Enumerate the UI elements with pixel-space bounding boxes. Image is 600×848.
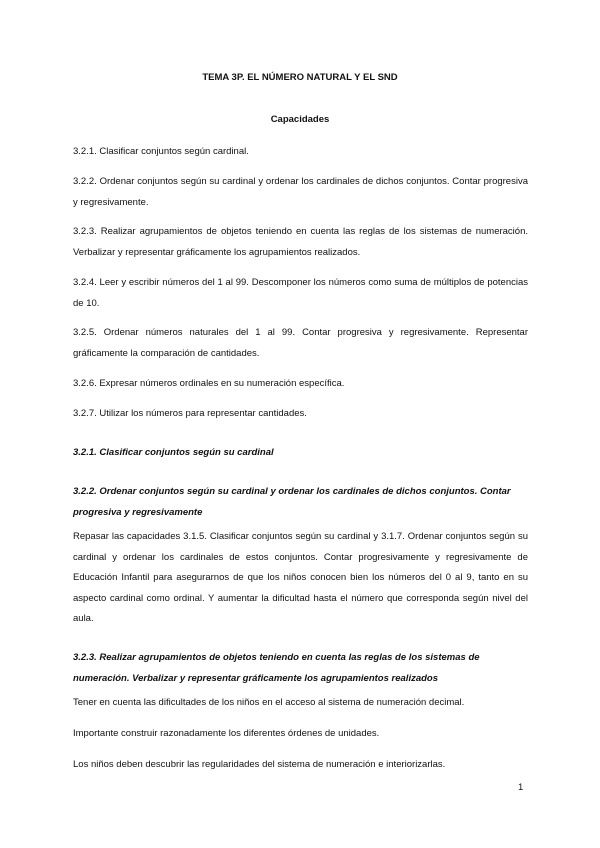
- capacidad-item: 3.2.6. Expresar números ordinales en su numeración específica.: [73, 378, 345, 389]
- capacidad-item: 3.2.7. Utilizar los números para representar cantidades.: [73, 408, 307, 419]
- capacidad-item: 3.2.3. Realizar agrupamientos de objetos teniendo en cuenta las reglas de los sistemas de numeración. Verbalizar y representar gráficamente los agrupamientos realizados.: [73, 226, 528, 258]
- page-number: 1: [518, 782, 524, 793]
- section-paragraph: Importante construir razonadamente los diferentes órdenes de unidades.: [73, 728, 380, 739]
- section-heading: 3.2.2. Ordenar conjuntos según su cardinal y ordenar los cardinales de dichos conjuntos. Contar progresiva y regresivamente: [73, 486, 511, 518]
- section-subtitle: Capacidades: [270, 114, 330, 125]
- section-paragraph: Los niños deben descubrir las regularidades del sistema de numeración e interiorizarlas.: [73, 759, 446, 770]
- capacidad-item: 3.2.1. Clasificar conjuntos según cardinal.: [73, 146, 249, 157]
- capacidad-item: 3.2.4. Leer y escribir números del 1 al 99. Descomponer los números como suma de múltiplos de potencias de 10.: [73, 277, 528, 309]
- section-heading: 3.2.3. Realizar agrupamientos de objetos teniendo en cuenta las reglas de los sistemas de numeración. Verbalizar y representar gráficamente los agrupamientos realizados: [73, 652, 480, 684]
- document-title: TEMA 3P. EL NÚMERO NATURAL Y EL SND: [202, 72, 398, 83]
- capacidad-item: 3.2.2. Ordenar conjuntos según su cardinal y ordenar los cardinales de dichos conjuntos. Contar progresiva y regresivamente.: [73, 176, 528, 208]
- section-paragraph: Tener en cuenta las dificultades de los niños en el acceso al sistema de numeración decimal.: [73, 697, 465, 708]
- section-heading: 3.2.1. Clasificar conjuntos según su cardinal: [73, 447, 274, 458]
- capacidad-item: 3.2.5. Ordenar números naturales del 1 al 99. Contar progresiva y regresivamente. Representar gráficamente la comparación de cantidades.: [73, 327, 528, 359]
- section-body: Repasar las capacidades 3.1.5. Clasificar conjuntos según su cardinal y 3.1.7. Ordenar conjuntos según su cardinal y ordenar los cardinales de estos conjuntos. Contar progresivamente y regresivamente de Educación Infantil para asegurarnos de que los niños conocen bien los números del 0 al 9, tanto en su aspecto cardinal como ordinal. Y aumentar la dificultad hasta el número que corresponda según nivel del aula.: [73, 531, 528, 624]
